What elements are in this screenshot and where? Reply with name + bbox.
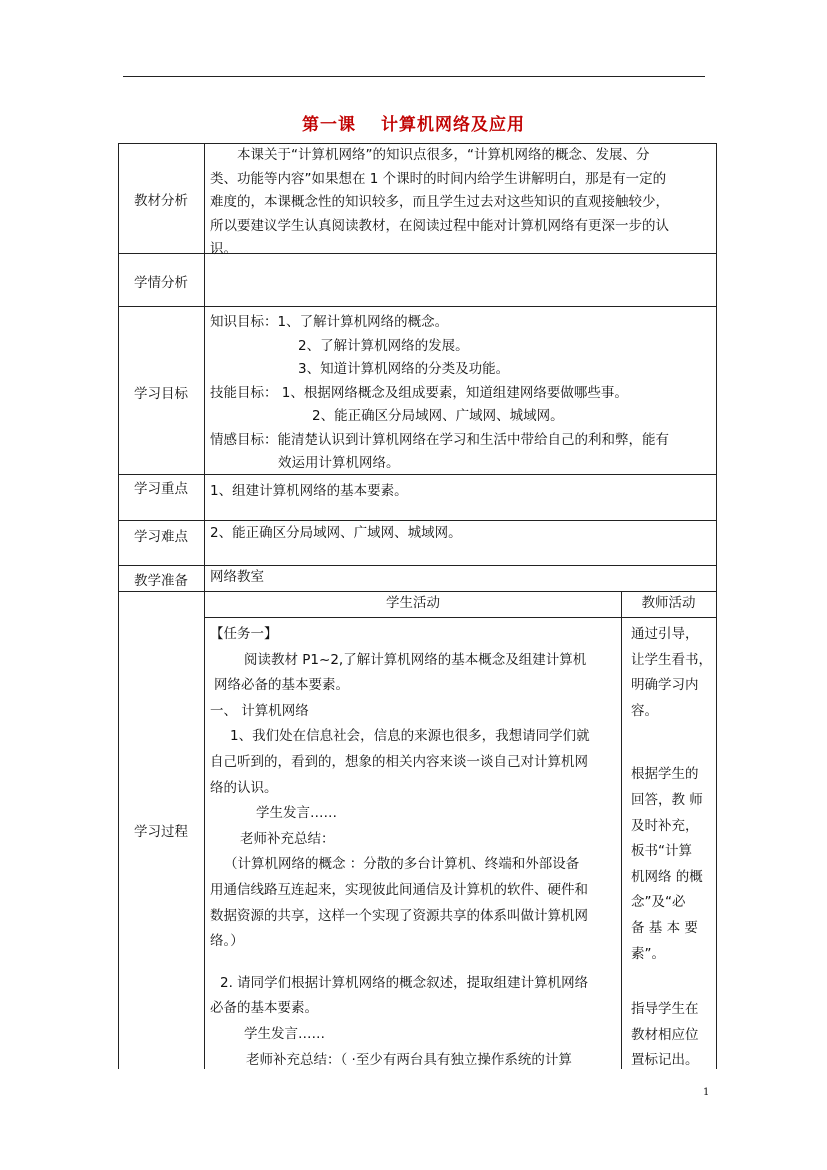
student-activity-text [210, 622, 620, 1073]
label-key-points: 学习重点 [134, 481, 188, 497]
lesson-title: 第一课 计算机网络及应用 [302, 115, 525, 135]
list-item: 素”。 [631, 945, 665, 962]
list-item: 教材相应位 [631, 1026, 699, 1043]
list-item: 数据资源的共享，这样一个实现了资源共享的体系叫做计算机网 [210, 907, 588, 924]
list-item: 必备的基本要素。 [210, 1000, 318, 1017]
key-points-text: 1、组建计算机网络的基本要素。 [210, 483, 408, 499]
list-item: 老师补充总结：（ ·至少有两台具有独立操作系统的计算 [246, 1051, 572, 1068]
page-number: 1 [703, 1087, 710, 1098]
label-learning-process: 学习过程 [134, 824, 188, 840]
difficulties-text: 2、能正确区分局域网、广域网、城域网。 [210, 525, 462, 541]
list-item: 学生发言…… [244, 1025, 325, 1042]
list-item: 备 基 本 要 [631, 919, 698, 936]
list-item: 通过引导， [631, 626, 699, 642]
label-learning-goals: 学习目标 [134, 386, 188, 402]
list-item: 明确学习内 [631, 677, 699, 694]
label-preparation: 教学准备 [134, 573, 188, 589]
list-item: 指导学生在 [631, 1001, 699, 1018]
label-student-analysis: 学情分析 [134, 275, 188, 291]
learning-goals-text: 知识目标：1、了解计算机网络的概念。 2、了解计算机网络的发展。 3、知道计算机网络的分类及功能。 技能目标： 1、根据网络概念及组成要素，知道组建网络要做哪些事。 2、能正确区分局域网、广域网、城域网。 情感目标：能清楚认识到计算机网络在学习和生活中带给自己的利和弊，能有 效运用计算机网络。 [210, 314, 669, 471]
preparation-text: 网络教室 [210, 569, 264, 585]
list-item: 1、我们处在信息社会，信息的来源也很多，我想请同学们就 [230, 728, 590, 745]
list-item: 回答，教 师 [631, 791, 703, 808]
list-item: 置标记出。 [631, 1052, 699, 1069]
student-activity-header: 学生活动 [386, 595, 440, 611]
label-textbook-analysis: 教材分析 [134, 193, 188, 209]
label-difficulties: 学习难点 [134, 529, 188, 545]
list-item: 念”及“必 [631, 894, 686, 911]
list-item: 及时补充， [631, 817, 699, 834]
list-item: 根据学生的 [631, 766, 699, 783]
list-item: 机网络 的概 [631, 868, 703, 885]
list-item: 络。） [210, 933, 244, 950]
list-item: 阅读教材 P1~2,了解计算机网络的基本概念及组建计算机 [244, 651, 587, 668]
list-item: 网络必备的基本要素。 [214, 677, 349, 694]
list-item: 学生发言…… [256, 805, 337, 822]
list-item: 一、 计算机网络 [210, 702, 309, 719]
list-item: 自己听到的，看到的，想象的相关内容来谈一谈自己对计算机网 [210, 753, 588, 770]
textbook-analysis-text: 本课关于“计算机网络”的知识点很多，“计算机网络的概念、发展、分 类、功能等内容”如果想在 1 个课时的时间内给学生讲解明白，那是有一定的 难度的，本课概念性的知识较多，而且学生过去对这些知识的直观接触较少， 所以要建议学生认真阅读教材，在阅读过程中能对计算机网络有更深一步的认 识。 [210, 147, 669, 257]
list-item: 2. 请同学们根据计算机网络的概念叙述，提取组建计算机网络 [220, 974, 589, 991]
header-rule [123, 76, 705, 77]
list-item: 络的认识。 [210, 779, 278, 796]
list-item: 用通信线路互连起来，实现彼此间通信及计算机的软件、硬件和 [210, 881, 588, 898]
row-divider [118, 306, 716, 307]
row-divider [118, 520, 716, 521]
teacher-activity-header: 教师活动 [641, 595, 696, 611]
list-item: 容。 [631, 702, 658, 719]
list-item: 板书“计算 [631, 843, 692, 860]
teacher-activity-text [631, 622, 715, 1074]
list-item: 让学生看书， [631, 651, 712, 668]
list-item: 【任务一】 [210, 626, 278, 642]
list-item: （计算机网络的概念 ：分散的多台计算机、终端和外部设备 [224, 856, 580, 873]
row-divider [204, 617, 716, 618]
column-divider [621, 591, 622, 1069]
list-item: 老师补充总结： [240, 830, 335, 847]
